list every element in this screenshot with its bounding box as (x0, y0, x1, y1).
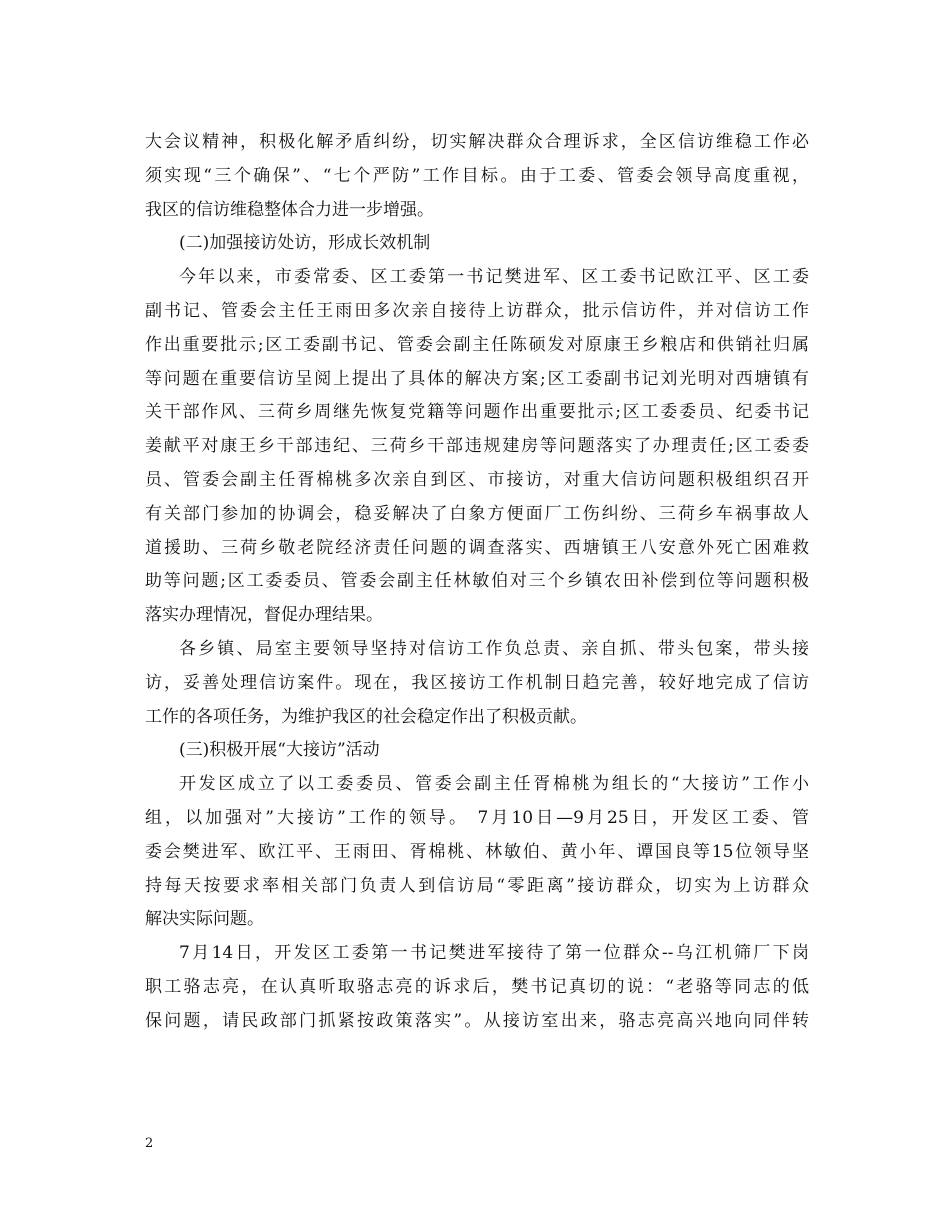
text-line: 有关部门参加的协调会，稳妥解决了白象方便面厂工伤纠纷、三荷乡车祸事故人 (145, 503, 809, 524)
text-line: 副书记、管委会主任王雨田多次亲自接待上访群众，批示信访件，并对信访工作 (145, 300, 809, 321)
text-line: 保问题，请民政部门抓紧按政策落实”。从接访室出来，骆志亮高兴地向同伴转 (145, 1010, 809, 1031)
text-line: 道援助、三荷乡敬老院经济责任问题的调查落实、西塘镇王八安意外死亡困难救 (145, 537, 809, 558)
text-line: 我区的信访维稳整体合力进一步增强。 (145, 199, 434, 220)
text-line: 大会议精神，积极化解矛盾纠纷，切实解决群众合理诉求，全区信访维稳工作必 (145, 132, 809, 152)
text-line: 解决实际问题。 (145, 909, 264, 930)
text-line: 委会樊进军、欧江平、王雨田、胥棉桃、林敏伯、黄小年、谭国良等15位领导坚 (145, 841, 809, 862)
text-line: 开发区成立了以工委委员、管委会副主任胥棉桃为组长的“大接访”工作小 (179, 774, 809, 795)
text-line: 作出重要批示;区工委副书记、管委会副主任陈硕发对原康王乡粮店和供销社归属 (145, 334, 809, 355)
text-line: 助等问题;区工委委员、管委会副主任林敏伯对三个乡镇农田补偿到位等问题积极 (145, 571, 809, 592)
text-line: 今年以来，市委常委、区工委第一书记樊进军、区工委书记欧江平、区工委 (179, 267, 809, 288)
text-line: 持每天按要求率相关部门负责人到信访局“零距离”接访群众，切实为上访群众 (145, 875, 809, 896)
text-line: 员、管委会副主任胥棉桃多次亲自到区、市接访，对重大信访问题积极组织召开 (145, 469, 809, 490)
body-text (145, 126, 809, 1039)
text-line: 须实现“三个确保”、“七个严防”工作目标。由于工委、管委会领导高度重视， (145, 165, 809, 186)
text-line: 7月14日，开发区工委第一书记樊进军接待了第一位群众--乌江机筛厂下岗 (179, 943, 809, 964)
text-line: (二)加强接访处访，形成长效机制 (179, 233, 431, 254)
text-line: 姜献平对康王乡干部违纪、三荷乡干部违规建房等问题落实了办理责任;区工委委 (145, 436, 809, 457)
text-line: 关干部作风、三荷乡周继先恢复党籍等问题作出重要批示;区工委委员、纪委书记 (145, 402, 809, 423)
text-line: 职工骆志亮，在认真听取骆志亮的诉求后，樊书记真切的说：“老骆等同志的低 (145, 976, 809, 997)
page-number: 2 (145, 1136, 154, 1151)
text-line: 落实办理情况，督促办理结果。 (145, 605, 383, 626)
text-line: 访，妥善处理信访案件。现在，我区接访工作机制日趋完善，较好地完成了信访 (145, 672, 809, 693)
text-line: 各乡镇、局室主要领导坚持对信访工作负总责、亲自抓、带头包案，带头接 (179, 638, 809, 659)
text-line: 组，以加强对”大接访”工作的领导。 7月10日—9月25日，开发区工委、管 (145, 807, 809, 828)
text-line: (三)积极开展“大接访”活动 (179, 740, 380, 761)
text-line: 工作的各项任务，为维护我区的社会稳定作出了积极贡献。 (145, 706, 587, 727)
text-line: 等问题在重要信访呈阅上提出了具体的解决方案;区工委副书记刘光明对西塘镇有 (145, 368, 809, 389)
